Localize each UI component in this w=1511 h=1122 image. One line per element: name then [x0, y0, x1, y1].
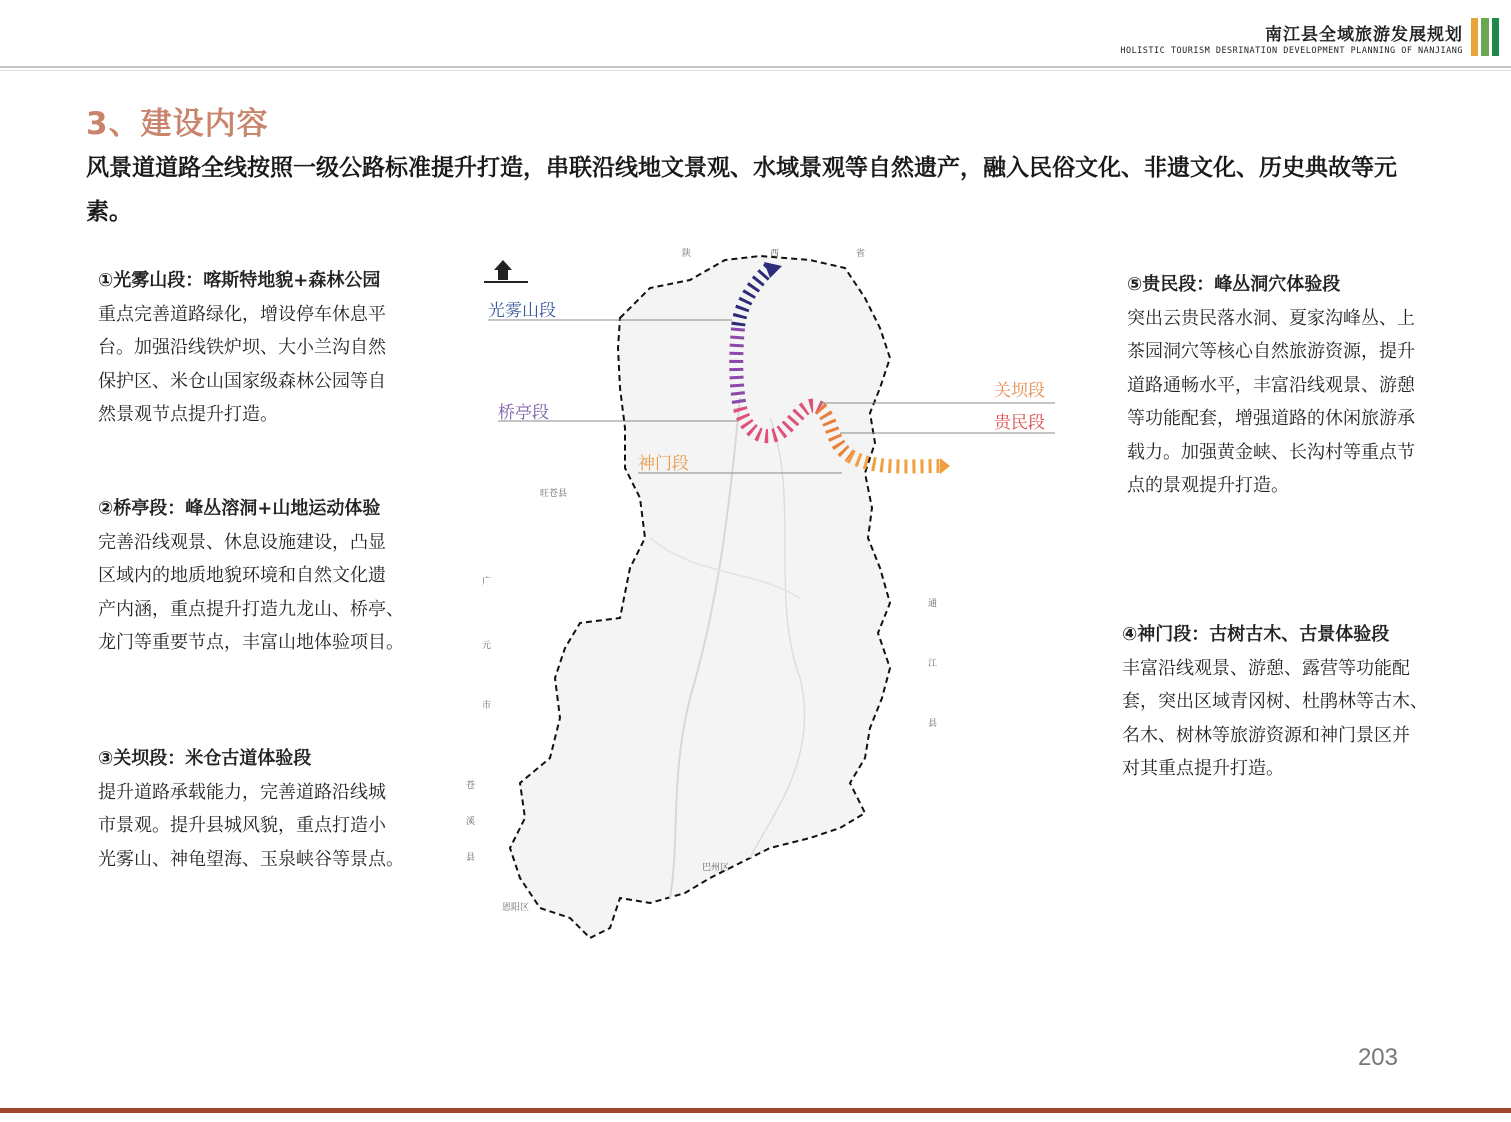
segment-label-qiaoting: 桥亭段 [498, 403, 549, 423]
segment-label-guimin: 贵民段 [994, 413, 1045, 433]
block-heading: ③关坝段：米仓古道体验段 [98, 748, 312, 769]
county-boundary [510, 256, 890, 938]
header-divider [0, 66, 1511, 68]
block-line: 市景观。提升县城风貌，重点打造小 [98, 815, 386, 836]
block-line: 等功能配套，增强道路的休闲旅游承 [1127, 408, 1415, 429]
block-line: 产内涵，重点提升打造九龙山、桥亭、 [98, 598, 404, 620]
segment-block-shenmen [1122, 618, 1442, 786]
place-label: 广 [482, 577, 492, 587]
block-line: 台。加强沿线铁炉坝、大小兰沟自然 [98, 337, 386, 358]
block-line: 重点完善道路绿化，增设停车休息平 [98, 303, 386, 325]
header-bar-darkgreen [1492, 18, 1499, 56]
segment-label-guanba: 关坝段 [994, 381, 1045, 401]
block-heading: ④神门段：古树古木、古景体验段 [1122, 624, 1390, 645]
block-line: 龙门等重要节点，丰富山地体验项目。 [98, 632, 404, 653]
block-line: 茶园洞穴等核心自然旅游资源，提升 [1127, 341, 1415, 362]
place-label: 江 [928, 659, 938, 669]
header-divider-thin [0, 70, 1511, 71]
place-label: 元 [482, 641, 492, 651]
segment-label-guangwushan: 光雾山段 [488, 301, 556, 321]
block-heading: ②桥亭段：峰丛溶洞+山地运动体验 [98, 498, 381, 519]
block-line: 完善沿线观景、休息设施建设，凸显 [98, 531, 386, 553]
block-heading: ⑤贵民段：峰丛洞穴体验段 [1127, 274, 1341, 295]
place-label: 巴州区 [702, 863, 730, 873]
place-label: 溪 [466, 817, 476, 827]
segment-block-guanba [98, 742, 428, 876]
place-label: 陕 [682, 249, 692, 259]
place-label: 西 [770, 249, 780, 259]
place-label: 旺苍县 [540, 489, 568, 499]
block-line: 突出云贵民落水洞、夏家沟峰丛、上 [1127, 307, 1415, 329]
route-map [466, 238, 1070, 948]
place-label: 县 [928, 719, 938, 729]
page-number: 203 [1357, 1044, 1398, 1071]
block-line: 保护区、米仓山国家级森林公园等自 [98, 370, 386, 392]
place-label: 省 [856, 249, 866, 259]
header-bar-orange [1471, 18, 1478, 56]
block-line: 名木、树林等旅游资源和神门景区并 [1122, 724, 1410, 746]
intro-paragraph: 风景道道路全线按照一级公路标准提升打造，串联沿线地文景观、水域景观等自然遗产，融入民俗文化、非遗文化、历史典故等元素。 [86, 155, 1397, 225]
header-bar-green [1481, 18, 1488, 56]
block-line: 光雾山、神龟望海、玉泉峡谷等景点。 [98, 848, 404, 870]
block-line: 丰富沿线观景、游憩、露营等功能配 [1122, 657, 1410, 679]
block-line: 套，突出区域青冈树、杜鹃林等古木、 [1122, 691, 1428, 712]
block-line: 道路通畅水平，丰富沿线观景、游憩 [1127, 374, 1415, 396]
block-heading: ①光雾山段：喀斯特地貌+森林公园 [98, 270, 381, 291]
section-title: 3、建设内容 [86, 106, 269, 142]
north-arrow-icon [484, 260, 528, 282]
place-label: 苍 [466, 781, 476, 791]
footer-divider [0, 1108, 1511, 1113]
header-title: 南江县全域旅游发展规划 [1265, 25, 1463, 45]
segment-block-qiaoting [98, 492, 428, 660]
block-line: 区域内的地质地貌环境和自然文化遗 [98, 565, 386, 586]
place-label: 市 [482, 701, 492, 711]
block-line: 然景观节点提升打造。 [98, 404, 278, 425]
block-line: 对其重点提升打造。 [1122, 758, 1284, 779]
place-label: 县 [466, 853, 476, 863]
block-line: 载力。加强黄金峡、长沟村等重点节 [1127, 441, 1415, 463]
block-line: 提升道路承载能力，完善道路沿线城 [98, 781, 386, 803]
place-label: 通 [928, 599, 938, 609]
block-line: 点的景观提升打造。 [1127, 475, 1289, 496]
segment-label-shenmen: 神门段 [638, 454, 689, 474]
header-color-bars [1471, 18, 1499, 56]
segment-block-guimin [1127, 268, 1447, 503]
header-subtitle: HOLISTIC TOURISM DESRINATION DEVELOPMENT PLANNING OF NANJIANG [1120, 46, 1463, 56]
place-label: 恩阳区 [502, 903, 530, 913]
segment-block-guangwushan [98, 264, 428, 432]
